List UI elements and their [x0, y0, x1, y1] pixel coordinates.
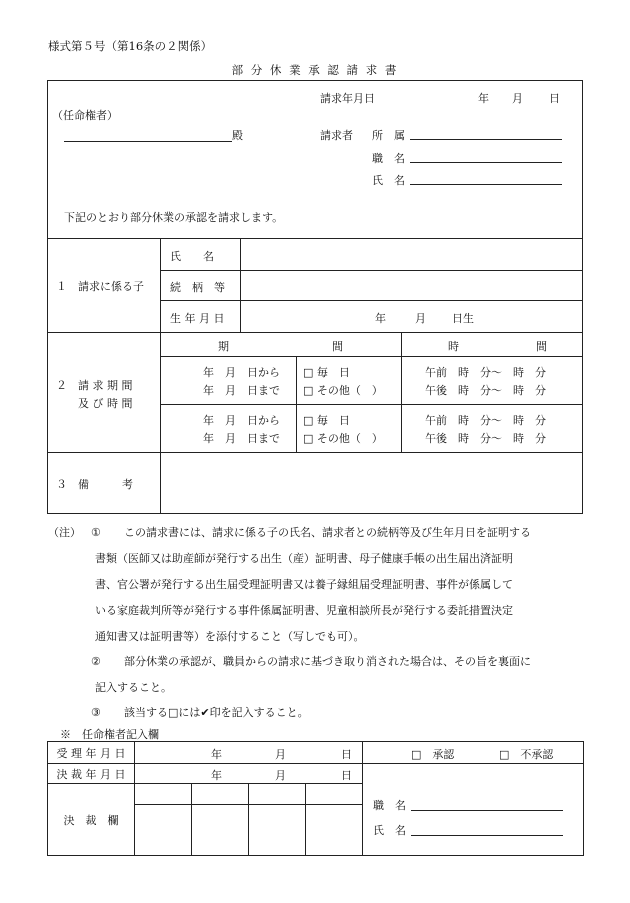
note2-line: 記入すること。 — [95, 681, 172, 694]
daily-checkbox[interactable]: □ 毎 日 — [303, 414, 350, 427]
child-birth-label: 生 年 月 日 — [170, 312, 225, 325]
child-relation-input[interactable] — [245, 272, 581, 299]
remarks-input[interactable] — [165, 456, 579, 510]
decider-job-label: 職 名 — [373, 799, 406, 812]
divider — [160, 404, 583, 405]
affiliation-label: 所 属 — [372, 129, 405, 142]
divider — [160, 300, 583, 301]
period-from: 年 月 日から — [203, 366, 280, 379]
divider — [160, 238, 161, 514]
note3-text: 該当する□には✔印を記入すること。 — [124, 706, 309, 719]
honorific: 殿 — [232, 129, 243, 142]
note1-mark: ① — [91, 526, 101, 539]
received-label: 受 理 年 月 日 — [48, 742, 135, 764]
notes-label: （注） — [48, 526, 81, 539]
note1-line: 通知書又は証明書等）を添付すること（写しでも可）。 — [95, 630, 365, 643]
decider-cell — [363, 764, 584, 856]
divider — [296, 356, 297, 452]
period-to: 年 月 日まで — [203, 432, 280, 445]
period-from: 年 月 日から — [203, 414, 280, 427]
daily-checkbox[interactable]: □ 毎 日 — [303, 366, 350, 379]
divider — [401, 332, 402, 452]
decider-job-field[interactable] — [411, 810, 563, 811]
approval-column-label: 決 裁 欄 — [48, 784, 135, 856]
decision-year: 年 — [211, 769, 222, 782]
child-name-label: 氏 名 — [170, 250, 214, 263]
period-header-2: 間 — [332, 340, 343, 353]
section2-heading: ２ 請 求 期 間 — [56, 379, 133, 392]
affiliation-field[interactable] — [410, 139, 562, 140]
received-month: 月 — [275, 748, 286, 761]
decider-name-label: 氏 名 — [373, 824, 406, 837]
period-header: 期 — [218, 340, 229, 353]
divider — [47, 452, 583, 453]
disapprove-checkbox[interactable]: □ 不承認 — [499, 748, 554, 761]
received-day: 日 — [341, 748, 352, 761]
requester-label: 請求者 — [320, 129, 353, 142]
note2-line: 部分休業の承認が、職員からの請求に基づき取り消された場合は、その旨を裏面に — [124, 655, 531, 668]
stamp-box[interactable] — [249, 784, 306, 805]
child-birth-day: 日生 — [452, 312, 474, 325]
requester-job-label: 職 名 — [372, 152, 405, 165]
decider-name-field[interactable] — [411, 835, 563, 836]
note1-line: 書、官公署が発行する出生届受理証明書又は養子縁組届受理証明書、事件が係属して — [95, 578, 513, 591]
time-header-2: 間 — [536, 340, 547, 353]
request-date-day: 日 — [549, 92, 560, 105]
section3-heading: ３ 備 考 — [56, 478, 133, 491]
stamp-box[interactable] — [135, 784, 192, 805]
form-number: 様式第５号（第16条の２関係） — [48, 39, 213, 53]
note1-line: 書類（医師又は助産師が発行する出生（産）証明書、母子健康手帳の出生届出済証明 — [95, 552, 513, 565]
request-date-label: 請求年月日 — [320, 92, 375, 105]
decision-month: 月 — [275, 769, 286, 782]
period-to: 年 月 日まで — [203, 384, 280, 397]
received-year: 年 — [211, 748, 222, 761]
divider — [240, 238, 241, 332]
appointer-label: （任命権者） — [52, 109, 118, 122]
divider — [47, 332, 583, 333]
received-date-cell[interactable] — [135, 742, 363, 764]
stamp-box[interactable] — [249, 805, 306, 856]
section2-heading-line2: 及 び 時 間 — [78, 397, 133, 410]
child-name-input[interactable] — [245, 241, 581, 269]
approve-checkbox[interactable]: □ 承認 — [411, 748, 455, 761]
am-time: 午前 時 分～ 時 分 — [425, 414, 546, 427]
request-date-month: 月 — [512, 92, 523, 105]
appointer-table — [47, 741, 584, 856]
other-checkbox[interactable]: □ その他（ ） — [303, 384, 383, 397]
appointer-name-field[interactable] — [64, 141, 232, 142]
stamp-box[interactable] — [306, 784, 363, 805]
note1-line: この請求書には、請求に係る子の氏名、請求者との続柄等及び生年月日を証明する — [124, 526, 531, 539]
divider — [160, 356, 583, 357]
divider — [160, 270, 583, 271]
child-relation-label: 続 柄 等 — [170, 281, 225, 294]
decision-label: 決 裁 年 月 日 — [48, 764, 135, 784]
request-sentence: 下記のとおり部分休業の承認を請求します。 — [64, 211, 284, 224]
stamp-box[interactable] — [135, 805, 192, 856]
requester-name-field[interactable] — [410, 184, 562, 185]
approval-options — [363, 742, 584, 764]
pm-time: 午後 時 分～ 時 分 — [425, 384, 546, 397]
request-date-year: 年 — [478, 92, 489, 105]
other-checkbox[interactable]: □ その他（ ） — [303, 432, 383, 445]
time-header: 時 — [448, 340, 459, 353]
divider — [47, 238, 583, 239]
section1-heading: １ 請求に係る子 — [56, 280, 144, 293]
note2-mark: ② — [91, 655, 101, 668]
decision-day: 日 — [341, 769, 352, 782]
requester-job-field[interactable] — [410, 162, 562, 163]
appointer-caption: ※ 任命権者記入欄 — [60, 728, 159, 741]
stamp-box[interactable] — [192, 784, 249, 805]
stamp-box[interactable] — [306, 805, 363, 856]
am-time: 午前 時 分～ 時 分 — [425, 366, 546, 379]
child-birth-month: 月 — [415, 312, 426, 325]
pm-time: 午後 時 分～ 時 分 — [425, 432, 546, 445]
requester-name-label: 氏 名 — [372, 174, 405, 187]
child-birth-year: 年 — [375, 312, 386, 325]
page-title: 部 分 休 業 承 認 請 求 書 — [231, 63, 399, 77]
note3-mark: ③ — [91, 706, 101, 719]
decision-date-cell[interactable] — [135, 764, 363, 784]
note1-line: いる家庭裁判所等が発行する事件係属証明書、児童相談所長が発行する委託措置決定 — [95, 604, 513, 617]
stamp-box[interactable] — [192, 805, 249, 856]
